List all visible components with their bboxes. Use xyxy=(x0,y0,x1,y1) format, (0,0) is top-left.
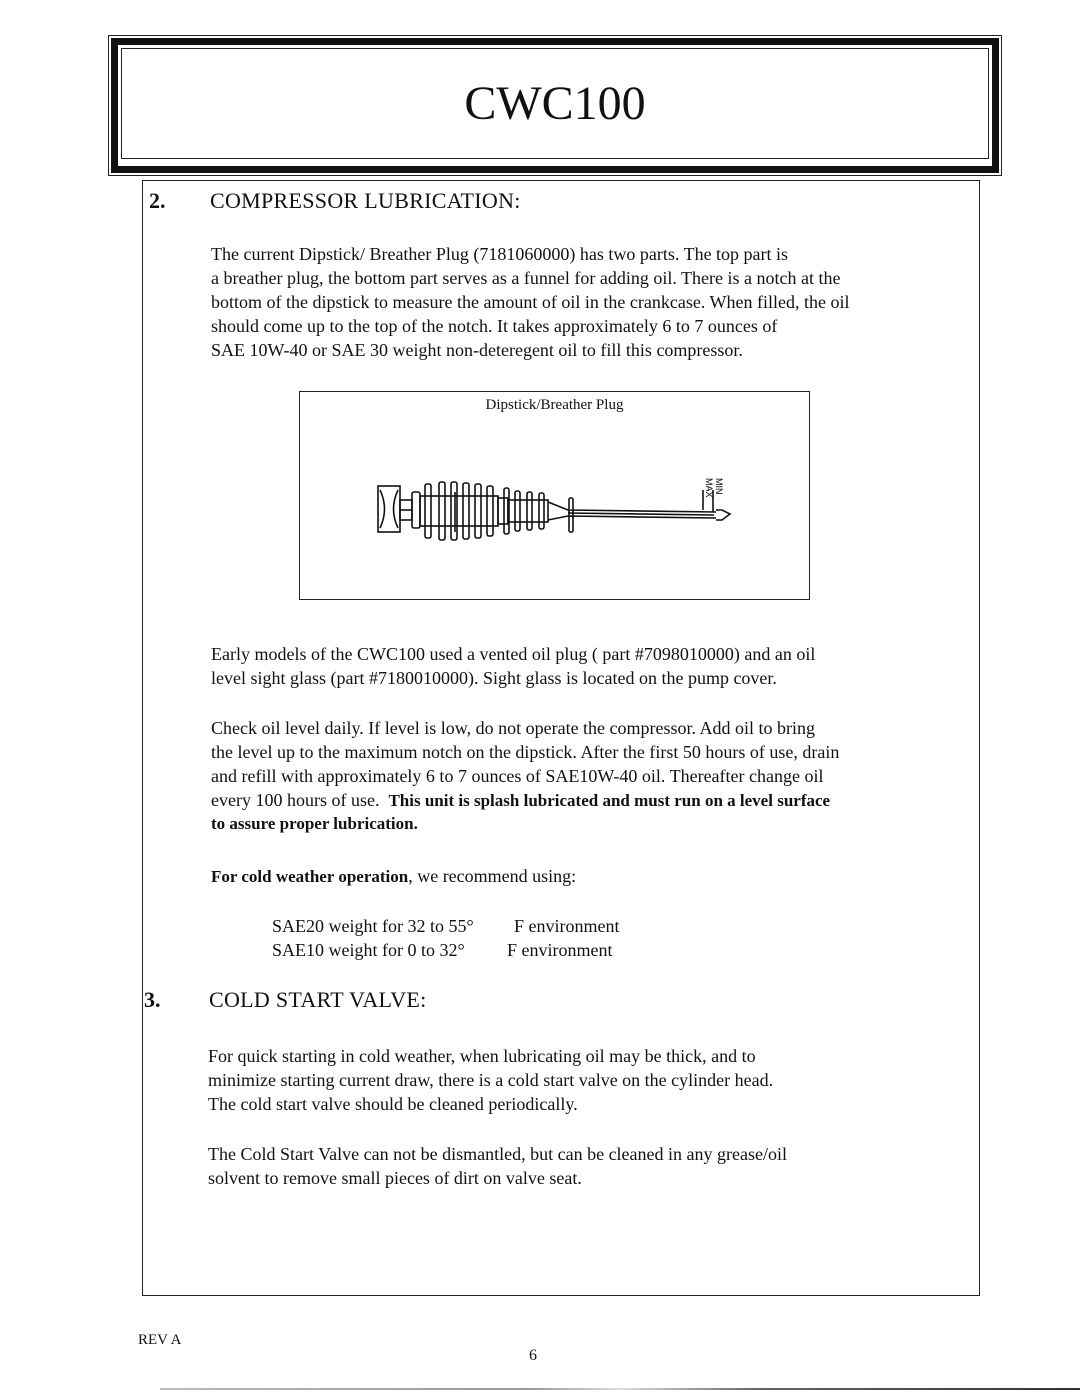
page-edge-line xyxy=(160,1388,1080,1390)
check-oil-paragraph xyxy=(211,716,839,836)
text-line: The current Dipstick/ Breather Plug (7181060000) has two parts. The top part is xyxy=(211,244,789,264)
oil-grade: SAE20 weight for 32 to 55° xyxy=(272,916,474,936)
text-line: level sight glass (part #7180010000). Sight glass is located on the pump cover. xyxy=(211,668,777,688)
environment: F environment xyxy=(507,940,613,960)
oil-grade: SAE10 weight for 0 to 32° xyxy=(272,940,465,960)
section-heading: COLD START VALVE: xyxy=(209,987,427,1012)
recommendation-row xyxy=(272,938,620,962)
section-heading: COMPRESSOR LUBRICATION: xyxy=(210,188,521,213)
early-models-paragraph xyxy=(211,642,815,690)
cold-start-paragraph-2 xyxy=(208,1142,787,1190)
cold-start-paragraph-1 xyxy=(208,1044,773,1116)
text-normal: every 100 hours of use. xyxy=(211,790,389,810)
intro-paragraph xyxy=(211,242,850,362)
text-line: Check oil level daily. If level is low, do not operate the compressor. Add oil to bring xyxy=(211,718,816,738)
text-normal: , we recommend using: xyxy=(408,866,577,886)
text-bold: This unit is splash lubricated and must run on a level surface xyxy=(388,791,831,810)
text-line: should come up to the top of the notch. It takes approximately 6 to 7 ounces of xyxy=(211,316,778,336)
text-bold: For cold weather operation xyxy=(211,867,409,886)
document-title: CWC100 xyxy=(464,77,646,130)
text-line-bold: to assure proper lubrication. xyxy=(211,814,418,833)
min-label: MIN xyxy=(714,478,724,495)
text-line: The Cold Start Valve can not be dismantled, but can be cleaned in any grease/oil xyxy=(208,1144,787,1164)
text-line: the level up to the maximum notch on the dipstick. After the first 50 hours of use, drain xyxy=(211,742,840,762)
recommendation-row xyxy=(272,914,620,938)
figure-caption: Dipstick/Breather Plug xyxy=(485,397,624,413)
text-line: bottom of the dipstick to measure the amount of oil in the crankcase. When filled, the oil xyxy=(211,292,850,312)
text-line: solvent to remove small pieces of dirt on valve seat. xyxy=(208,1168,582,1188)
text-line: For quick starting in cold weather, when lubricating oil may be thick, and to xyxy=(208,1046,756,1066)
text-line: Early models of the CWC100 used a vented oil plug ( part #7098010000) and an oil xyxy=(211,644,816,664)
max-label: MAX xyxy=(704,478,714,498)
environment: F environment xyxy=(514,916,620,936)
text-line: and refill with approximately 6 to 7 ounces of SAE10W-40 oil. Thereafter change oil xyxy=(211,766,824,786)
text-line: The cold start valve should be cleaned periodically. xyxy=(208,1094,578,1114)
dipstick-diagram-icon xyxy=(370,440,770,570)
text-line: minimize starting current draw, there is a cold start valve on the cylinder head. xyxy=(208,1070,774,1090)
oil-recommendations xyxy=(272,914,620,962)
page-number: 6 xyxy=(529,1347,537,1364)
cold-weather-intro xyxy=(211,864,576,889)
text-line xyxy=(211,788,839,812)
text-line: SAE 10W-40 or SAE 30 weight non-deteregent oil to fill this compressor. xyxy=(211,340,743,360)
section-number: 2. xyxy=(149,188,166,213)
section-number: 3. xyxy=(144,987,161,1012)
revision-label: REV A xyxy=(138,1332,182,1348)
text-line: a breather plug, the bottom part serves as a funnel for adding oil. There is a notch at the xyxy=(211,268,841,288)
